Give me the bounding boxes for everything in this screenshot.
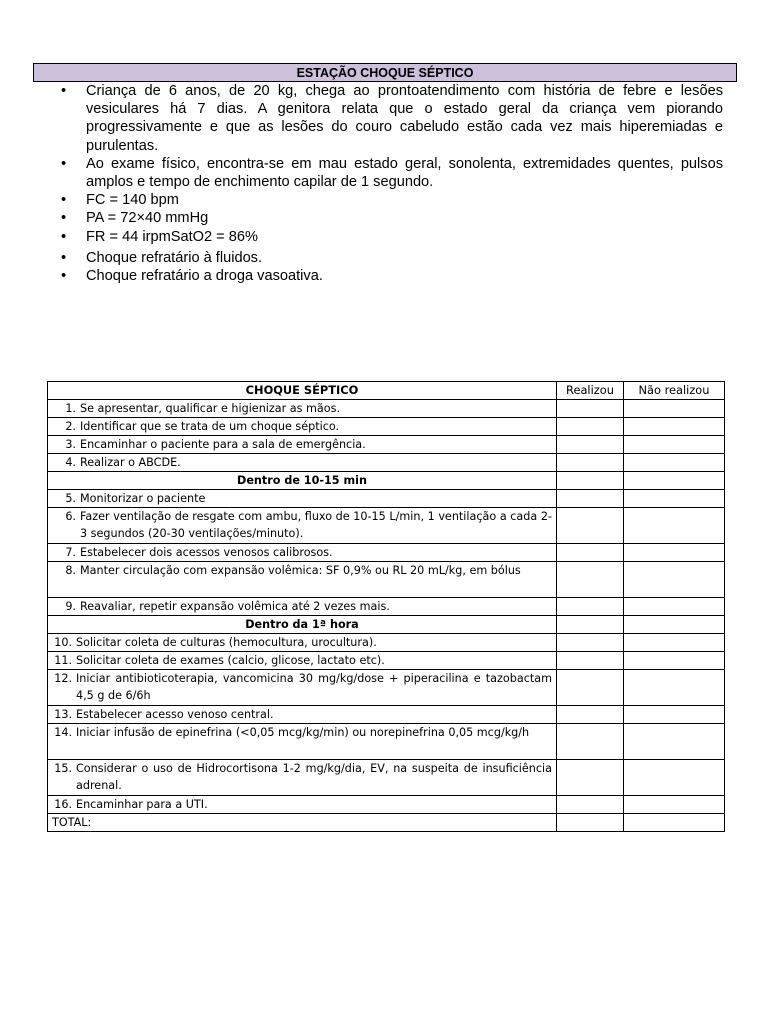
table-row — [48, 544, 725, 562]
table-row — [48, 760, 725, 796]
table-row — [48, 418, 725, 436]
case-item: • Ao exame físico, encontra-se em mau estado geral, sonolenta, extremidades quentes, pulsos amplos e tempo de enchimento capilar de 1 segundo. — [61, 155, 723, 191]
total-label: TOTAL: — [48, 814, 557, 832]
checkbox-done[interactable] — [557, 760, 624, 796]
task-number: 3. — [65, 438, 76, 451]
task-text: Realizar o ABCDE. — [80, 456, 181, 469]
checkbox-done[interactable] — [557, 544, 624, 562]
table-row — [48, 670, 725, 706]
task-text: Estabelecer acesso venoso central. — [76, 708, 274, 721]
task-text: Manter circulação com expansão volêmica: SF 0,9% ou RL 20 mL/kg, em bólus — [80, 564, 521, 577]
checkbox-done[interactable] — [557, 796, 624, 814]
checkbox-done[interactable] — [557, 562, 624, 598]
empty-cell — [624, 472, 725, 490]
checkbox-not-done[interactable] — [624, 796, 725, 814]
case-description-list — [61, 82, 723, 285]
checkbox-done[interactable] — [557, 724, 624, 760]
checkbox-not-done[interactable] — [624, 760, 725, 796]
task-text: Iniciar antibioticoterapia, vancomicina 30 mg/kg/dose + piperacilina e tazobactam 4,5 g de 6/6h — [76, 672, 552, 702]
task-cell — [48, 562, 557, 598]
case-item: • Criança de 6 anos, de 20 kg, chega ao prontoatendimento com história de febre e lesões vesiculares há 7 dias. A genitora relata que o estado geral da criança vem piorando progressivamente e que as lesões do couro cabeludo estão cada vez mais hiperemiadas e purulentas. — [61, 82, 723, 155]
checkbox-not-done[interactable] — [624, 400, 725, 418]
checkbox-done[interactable] — [557, 418, 624, 436]
checkbox-not-done[interactable] — [624, 490, 725, 508]
table-row — [48, 508, 725, 544]
checkbox-not-done[interactable] — [624, 508, 725, 544]
checkbox-not-done[interactable] — [624, 634, 725, 652]
task-number: 2. — [65, 420, 76, 433]
task-number: 16. — [54, 798, 72, 811]
task-text: Encaminhar o paciente para a sala de emergência. — [80, 438, 366, 451]
task-cell — [48, 598, 557, 616]
task-text: Solicitar coleta de culturas (hemocultura, urocultura). — [76, 636, 377, 649]
checkbox-not-done[interactable] — [624, 544, 725, 562]
checkbox-done[interactable] — [557, 400, 624, 418]
task-text: Considerar o uso de Hidrocortisona 1-2 mg/kg/dia, EV, na suspeita de insuficiência adrenal. — [76, 762, 552, 792]
task-text: Fazer ventilação de resgate com ambu, fluxo de 10-15 L/min, 1 ventilação a cada 2-3 segundos (20-30 ventilações/minuto). — [80, 510, 552, 540]
section-row — [48, 616, 725, 634]
checklist-table — [47, 381, 725, 832]
section-heading: Dentro da 1ª hora — [48, 616, 557, 634]
case-item: • FC = 140 bpm — [61, 191, 723, 209]
checkbox-not-done[interactable] — [624, 436, 725, 454]
task-cell — [48, 508, 557, 544]
total-row — [48, 814, 725, 832]
checkbox-not-done[interactable] — [624, 724, 725, 760]
total-done-cell[interactable] — [557, 814, 624, 832]
checkbox-not-done[interactable] — [624, 706, 725, 724]
checkbox-done[interactable] — [557, 436, 624, 454]
checkbox-done[interactable] — [557, 652, 624, 670]
column-header-done: Realizou — [557, 382, 624, 400]
table-row — [48, 706, 725, 724]
empty-cell — [557, 472, 624, 490]
task-cell — [48, 760, 557, 796]
task-cell — [48, 670, 557, 706]
table-row — [48, 598, 725, 616]
case-item: • FR = 44 irpmSatO2 = 86% — [61, 228, 723, 246]
task-number: 7. — [65, 546, 76, 559]
checkbox-not-done[interactable] — [624, 418, 725, 436]
table-row — [48, 562, 725, 598]
table-header-title: CHOQUE SÉPTICO — [48, 382, 557, 400]
case-item: • Choque refratário à fluidos. — [61, 249, 723, 267]
table-row — [48, 634, 725, 652]
case-item: • PA = 72×40 mmHg — [61, 209, 723, 227]
checkbox-done[interactable] — [557, 508, 624, 544]
total-not-done-cell[interactable] — [624, 814, 725, 832]
table-row — [48, 436, 725, 454]
checkbox-done[interactable] — [557, 454, 624, 472]
column-header-not-done: Não realizou — [624, 382, 725, 400]
checkbox-not-done[interactable] — [624, 454, 725, 472]
task-number: 4. — [65, 456, 76, 469]
table-row — [48, 796, 725, 814]
task-text: Iniciar infusão de epinefrina (<0,05 mcg/kg/min) ou norepinefrina 0,05 mcg/kg/h — [76, 726, 530, 739]
task-cell — [48, 418, 557, 436]
task-cell — [48, 652, 557, 670]
task-number: 14. — [54, 726, 72, 739]
task-text: Encaminhar para a UTI. — [76, 798, 208, 811]
checkbox-done[interactable] — [557, 634, 624, 652]
station-title: ESTAÇÃO CHOQUE SÉPTICO — [33, 63, 737, 82]
task-cell — [48, 634, 557, 652]
task-text: Reavaliar, repetir expansão volêmica até 2 vezes mais. — [80, 600, 390, 613]
table-row — [48, 652, 725, 670]
empty-cell — [624, 616, 725, 634]
task-number: 5. — [65, 492, 76, 505]
checkbox-done[interactable] — [557, 706, 624, 724]
task-cell — [48, 706, 557, 724]
task-cell — [48, 454, 557, 472]
section-heading: Dentro de 10-15 min — [48, 472, 557, 490]
task-number: 11. — [54, 654, 72, 667]
task-text: Se apresentar, qualificar e higienizar as mãos. — [80, 402, 340, 415]
task-number: 13. — [54, 708, 72, 721]
task-number: 15. — [54, 762, 72, 775]
checkbox-done[interactable] — [557, 490, 624, 508]
checkbox-not-done[interactable] — [624, 598, 725, 616]
task-cell — [48, 544, 557, 562]
task-text: Estabelecer dois acessos venosos calibrosos. — [80, 546, 333, 559]
task-text: Solicitar coleta de exames (calcio, glicose, lactato etc). — [76, 654, 385, 667]
task-cell — [48, 436, 557, 454]
table-row — [48, 400, 725, 418]
task-number: 1. — [65, 402, 76, 415]
task-number: 10. — [54, 636, 72, 649]
task-text: Identificar que se trata de um choque séptico. — [80, 420, 340, 433]
task-cell — [48, 796, 557, 814]
task-cell — [48, 490, 557, 508]
checkbox-not-done[interactable] — [624, 670, 725, 706]
task-text: Monitorizar o paciente — [80, 492, 206, 505]
task-cell — [48, 400, 557, 418]
task-cell — [48, 724, 557, 760]
task-number: 8. — [65, 564, 76, 577]
checkbox-done[interactable] — [557, 670, 624, 706]
checkbox-not-done[interactable] — [624, 562, 725, 598]
task-number: 6. — [65, 510, 76, 523]
section-row — [48, 472, 725, 490]
table-row — [48, 454, 725, 472]
checkbox-not-done[interactable] — [624, 652, 725, 670]
table-header-row — [48, 382, 725, 400]
table-row — [48, 490, 725, 508]
empty-cell — [557, 616, 624, 634]
table-row — [48, 724, 725, 760]
task-number: 12. — [54, 672, 72, 685]
checkbox-done[interactable] — [557, 598, 624, 616]
case-item: • Choque refratário a droga vasoativa. — [61, 267, 723, 285]
task-number: 9. — [65, 600, 76, 613]
